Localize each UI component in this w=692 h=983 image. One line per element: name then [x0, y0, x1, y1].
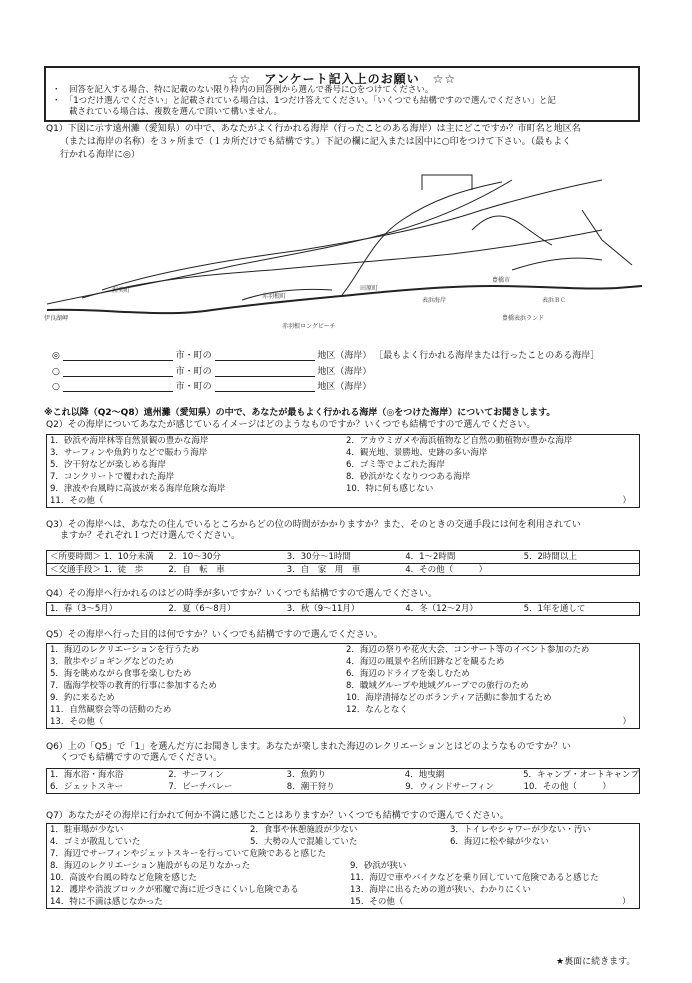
q5-option[interactable]: 11．自然観察会等の活動のため — [50, 705, 172, 715]
q5-option-other-label: 13．その他（ — [50, 717, 104, 727]
q2-option[interactable]: 4．観光地、景勝地、史跡の多い海岸 — [346, 448, 488, 458]
q3-time-row — [47, 551, 639, 564]
q7-option[interactable]: 2．食事や休憩施設が少ない — [250, 825, 358, 835]
q2-option[interactable]: 3．サーフィンや魚釣りなどで賑わう海岸 — [50, 448, 208, 458]
q5-options — [46, 643, 640, 729]
q1-answer-row — [52, 348, 599, 361]
q4-text: Q4）その海岸へ行かれるのはどの時季が多いですか？いくつでも結構ですので選んでください。 — [46, 589, 437, 599]
q6-option[interactable]: 5．キャンプ・オートキャンプ — [523, 770, 639, 780]
map-label: 赤羽根ロングビーチ — [282, 323, 336, 330]
map-label: 渥美町 — [112, 287, 131, 294]
q3-transport-option[interactable]: ＜交通手段＞ 1．徒 歩 — [50, 565, 144, 575]
map-label: 表浜海岸 — [422, 297, 447, 304]
q5-other-close: ） — [622, 717, 631, 727]
q7-option[interactable]: 3．トイレやシャワーが少ない・汚い — [450, 825, 591, 835]
q3-transport-row — [47, 564, 639, 576]
q7-row — [47, 860, 639, 872]
q7-option[interactable]: 12．護岸や消波ブロックが邪魔で海に近づきにくいし危険である — [50, 885, 299, 895]
q6-option[interactable]: 2．サーフィン — [168, 770, 224, 780]
q5-option[interactable]: 10．海岸清掃などのボランティア活動に参加するため — [346, 693, 552, 703]
q7-option[interactable]: 13．海岸に出るための道が狭い、わかりにくい — [350, 885, 531, 895]
q6-option[interactable]: 7．ビーチバレー — [168, 782, 233, 792]
answer-mark: ◎ — [52, 351, 60, 361]
q5-option[interactable]: 12．なんとなく — [346, 705, 408, 715]
q1-line: （または海岸の名称）を３ヶ所まで（１カ所だけでも結構です。）下記の欄に記入または図中に○印をつけて下さい。（最もよく — [60, 137, 572, 147]
map-label: 豊橋表浜ランド — [502, 315, 545, 322]
q2-other-close: ） — [622, 496, 631, 506]
area-input[interactable] — [215, 381, 315, 392]
q4-options — [46, 602, 640, 616]
answer-mark: ○ — [52, 382, 60, 392]
q6-line: Q6）上の「Q5」で「1」を選んだ方にお聞きします。あなたが楽しまれた海辺のレクリエーションとはどのようなものですか？い — [46, 742, 571, 752]
q5-option[interactable]: 1．海辺のレクリエーションを行うため — [50, 645, 200, 655]
q6-options — [46, 768, 640, 794]
q7-options — [46, 823, 640, 909]
q5-option[interactable]: 2．海辺の祭りや花火大会、コンサート等のイベント参加のため — [346, 645, 590, 655]
q6-option[interactable]: 9．ウィンドサーフィン — [405, 782, 494, 792]
map-label: 赤羽根町 — [262, 293, 287, 300]
area-label: 地区（海岸） — [317, 367, 372, 377]
q3-transport-option[interactable]: 2．自 転 車 — [168, 565, 225, 575]
q2-option[interactable]: 5．汐干狩などが楽しめる海岸 — [50, 460, 166, 470]
q5-option[interactable]: 3．散歩やジョギングなどのため — [50, 657, 174, 667]
q1-line: 行かれる海岸に◎） — [60, 150, 140, 160]
q7-row — [47, 824, 639, 836]
q5-option[interactable]: 4．海辺の風景や名所旧跡などを観るため — [346, 657, 505, 667]
q3-time-option[interactable]: 3．30分～1時間 — [286, 552, 351, 562]
map-label: 伊良湖岬 — [44, 315, 69, 322]
city-label: 市・町の — [175, 351, 212, 361]
q2-option[interactable]: 10．特に何も感じない — [346, 484, 434, 494]
q7-option[interactable]: 9．砂浜が狭い — [350, 861, 407, 871]
section-intro: ※これ以降（Q2～Q8）遠州灘（愛知県）の中で、あなたが最もよく行かれる海岸（◎をつけた海岸）についてお聞きします。 — [44, 408, 556, 418]
q6-line: くつでも結構ですので選んでください。 — [60, 753, 223, 763]
q5-option[interactable]: 7．臨海学校等の教育的行事に参加するため — [50, 681, 217, 691]
q6-option[interactable]: 10．その他（ ） — [523, 782, 611, 792]
area-input[interactable] — [215, 366, 315, 377]
q4-option[interactable]: 2．夏（6～8月） — [168, 604, 236, 614]
city-input[interactable] — [63, 366, 173, 377]
q7-option[interactable]: 8．海辺のレクリエーション施設がもの足りなかった — [50, 861, 251, 871]
map-label: 表浜ＢＣ — [542, 297, 567, 304]
q2-option[interactable]: 7．コンクリートで覆われた海岸 — [50, 472, 175, 482]
map-label: 田原町 — [360, 285, 379, 292]
footer-note: ★裏面に続きます。 — [556, 957, 636, 967]
area-label: 地区（海岸） — [317, 382, 372, 392]
q7-option[interactable]: 6．海辺に松や緑が少ない — [450, 837, 549, 847]
notice-line: 載されている場合は、複数を選んで頂いて構いません。 — [52, 107, 283, 117]
q2-option[interactable]: 8．砂浜がなくなりつつある海岸 — [346, 472, 471, 482]
q5-option[interactable]: 8．職域グループや地域グループでの旅行のため — [346, 681, 529, 691]
q7-option[interactable]: 5．大勢の人で混雑していた — [250, 837, 358, 847]
q7-row — [47, 836, 639, 848]
notice-box — [44, 66, 640, 122]
q1-line: Q1）下図に示す遠州灘（愛知県）の中で、あなたがよく行かれる海岸（行ったことのある海岸）は主にどこですか？市町名と地区名 — [46, 124, 581, 134]
q7-row — [47, 848, 639, 860]
q2-option-other-label: 11．その他（ — [50, 496, 104, 506]
q4-option[interactable]: 1．春（3～5月） — [50, 604, 118, 614]
q7-row — [47, 884, 639, 896]
q6-option[interactable]: 6．ジェットスキー — [50, 782, 124, 792]
q3-time-option[interactable]: ＜所要時間＞ 1．10分未満 — [50, 552, 154, 562]
map-label: 豊橋市 — [492, 277, 511, 284]
q7-option[interactable]: 4．ゴミが散乱していた — [50, 837, 141, 847]
q5-option[interactable]: 9．釣に来るため — [50, 693, 115, 703]
q7-option[interactable]: 10．高波や台風の時など危険を感じた — [50, 873, 197, 883]
q6-option[interactable]: 8．潮干狩り — [286, 782, 335, 792]
q6-option[interactable]: 1．海水浴・海水浴 — [50, 770, 124, 780]
answer-note: ［最もよく行かれる海岸または行ったことのある海岸］ — [374, 351, 600, 361]
q3-time-option[interactable]: 2．10～30分 — [168, 552, 221, 562]
q7-text: Q7）あなたがその海岸に行かれて何か不満に感じたことはありますか？いくつでも結構ですので選んでください。 — [46, 811, 509, 821]
q4-option[interactable]: 3．秋（9～11月） — [286, 604, 360, 614]
q3-time-option[interactable]: 5．2時間以上 — [523, 552, 577, 562]
city-input[interactable] — [63, 350, 173, 361]
q7-option[interactable]: 14．特に不満は感じなかった — [50, 897, 163, 907]
q7-option[interactable]: 1．駐車場が少ない — [50, 825, 124, 835]
q5-option[interactable]: 6．海辺のドライブを楽しむため — [346, 669, 470, 679]
q2-text: Q2）その海岸についてあなたが感じているイメージはどのようなものですか？いくつでも結構ですので選んでください。 — [46, 420, 536, 430]
city-label: 市・町の — [175, 367, 212, 377]
city-input[interactable] — [63, 381, 173, 392]
q5-option[interactable]: 5．海を眺めながら食事を楽しむため — [50, 669, 192, 679]
q2-option-other[interactable] — [47, 495, 639, 507]
q2-option[interactable]: 9．津波や台風時に高波が来る海岸危険な海岸 — [50, 484, 226, 494]
q3-text — [46, 520, 581, 542]
area-label: 地区（海岸） — [317, 351, 372, 361]
city-label: 市・町の — [175, 382, 212, 392]
area-input[interactable] — [215, 350, 315, 361]
q3-line: Q3）その海岸へは、あなたの住んでいるところからどの位の時間がかかりますか？また、そのときの交通手段には何を利用されてい — [46, 520, 581, 530]
coast-map[interactable] — [42, 170, 647, 342]
q2-option[interactable]: 6．ゴミ等でよごれた海岸 — [346, 460, 445, 470]
q2-option[interactable]: 2．アカウミガメや海浜植物など自然の動植物が豊かな海岸 — [346, 436, 573, 446]
q3-options — [46, 550, 640, 576]
q3-time-option[interactable]: 4．1～2時間 — [405, 552, 456, 562]
q7-option[interactable]: 7．海辺でサーフィンやジェットスキーを行っていて危険であると感じた — [50, 849, 327, 859]
q3-transport-option[interactable]: 3．自 家 用 車 — [286, 565, 361, 575]
notice-line: ・ 回答を記入する場合、特に記載のない限り枠内の回答例から選んで番号に○をつけてください。 — [52, 85, 434, 95]
q6-row — [47, 769, 639, 781]
q4-option[interactable]: 4．冬（12～2月） — [405, 604, 478, 614]
q1-text — [46, 123, 581, 162]
q7-row — [47, 872, 639, 884]
q4-option[interactable]: 5．1年を通して — [523, 604, 586, 614]
q7-other-close: ） — [622, 897, 631, 907]
q7-option-other[interactable]: 15．その他（ — [350, 897, 404, 907]
q3-transport-option[interactable]: 4．その他（ ） — [405, 565, 488, 575]
q1-answer-row — [52, 364, 371, 377]
q3-transport-option — [521, 564, 639, 576]
q6-option[interactable]: 3．魚釣り — [286, 770, 326, 780]
q7-row — [47, 896, 639, 908]
answer-mark: ○ — [52, 367, 60, 377]
q7-option[interactable]: 11．海辺で車やバイクなどを乗り回していて危険であると感じた — [350, 873, 599, 883]
q2-options — [46, 434, 640, 508]
q6-text — [46, 742, 571, 764]
notice-title: ☆☆ アンケート記入上のお願い ☆☆ — [227, 72, 457, 86]
q5-option-other[interactable] — [47, 716, 639, 728]
q3-line: ますか？それぞれ１つだけ選んでください。 — [60, 531, 241, 541]
q2-option[interactable]: 1．砂浜や海岸林等自然景観の豊かな海岸 — [50, 436, 209, 446]
q5-text: Q5）その海岸へ行った目的は何ですか？いくつでも結構ですので選んでください。 — [46, 630, 383, 640]
q1-answer-row — [52, 379, 371, 392]
notice-line: ・ 「1つだけ選んでください」と記載されている場合は、1つだけ答えてください。「いくつでも結構ですので選んでください」と記 — [52, 96, 556, 106]
q6-row — [47, 781, 639, 793]
coast-map-svg — [42, 170, 647, 342]
q6-option[interactable]: 4．地曳網 — [404, 770, 445, 780]
